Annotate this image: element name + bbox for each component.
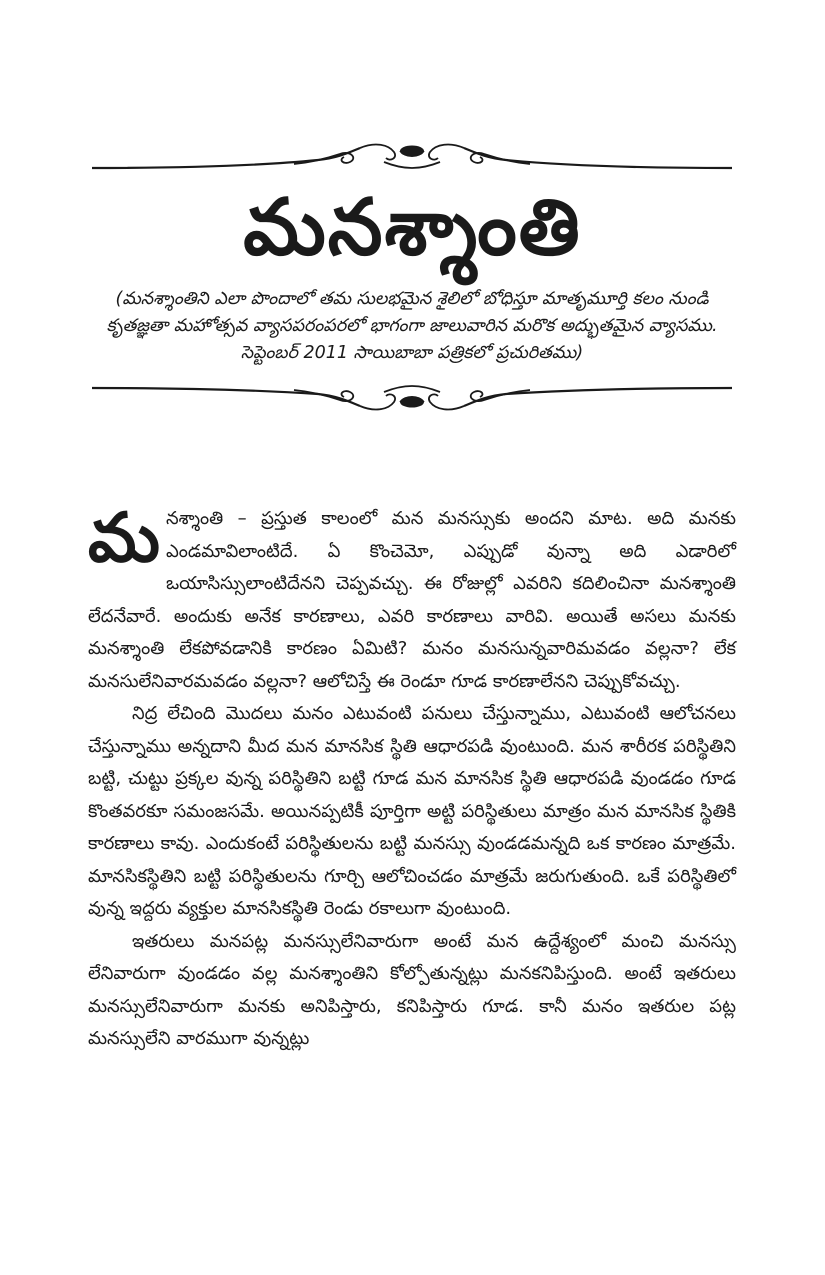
bottom-ornament-flourish [88,376,736,416]
paragraph-1 [88,499,736,698]
paragraph-2: నిద్ర లేచింది మొదలు మనం ఎటువంటి పనులు చేస్తున్నాము, ఎటువంటి ఆలోచనలు చేస్తున్నాము అన్నదాని మీద మన మానసిక స్థితి ఆధారపడి వుంటుంది. మన శారీరక పరిస్థితిని బట్టి, చుట్టు ప్రక్కల వున్న పరిస్థితిని బట్టి గూడ మన మానసిక స్థితి ఆధారపడి వుండడం గూడ కొంతవరకూ సమంజసమే. అయినప్పటికీ పూర్తిగా అట్టి పరిస్థితులు మాత్రం మన మానసిక స్థితికి కారణాలు కావు. ఎందుకంటే పరిస్థితులను బట్టి మనస్సు వుండడమన్నది ఒక కారణం మాత్రమే. మానసికస్థితిని బట్టి పరిస్థితులను గూర్చి ఆలోచించడం మాత్రమే జరుగుతుంది. ఒకే పరిస్థితిలో వున్న ఇద్దరు వ్యక్తుల మానసికస్థితి రెండు రకాలుగా వుంటుంది. [88,703,736,919]
paragraph-3: ఇతరులు మనపట్ల మనస్సులేనివారుగా అంటే మన ఉద్దేశ్యంలో మంచి మనస్సు లేనివారుగా వుండడం వల్ల మనశ్శాంతిని కోల్పోతున్నట్లు మనకనిపిస్తుంది. అంటే ఇతరులు మనస్సులేనివారుగా మనకు అనిపిస్తారు, కనిపిస్తారు గూడ. కానీ మనం ఇతరుల పట్ల మనస్సులేని వారముగా వున్నట్లు [88,930,736,1049]
article-title: మనశ్శాంతి [243,183,582,273]
paragraph-1-text: నశ్శాంతి – ప్రస్తుత కాలంలో మన మనస్సుకు అందని మాట. అది మనకు ఎండమావిలాంటిదే. ఏ కొంచెమో, ఎప్పుడో వున్నా అది ఎడారిలో ఒయాసిస్సులాంటిదేనని చెప్పవచ్చు. ఈ రోజుల్లో ఎవరిని కదిలించినా మనశ్శాంతి లేదనేవారే. అందుకు అనేక కారణాలు, ఎవరి కారణాలు వారివి. అయితే అసలు మనకు మనశ్శాంతి లేకపోవడానికి కారణం ఏమిటి? మనం మనసున్నవారిమవడం వల్లనా? లేక మనసులేనివారమవడం వల్లనా? ఆలోచిస్తే ఈ రెండూ గూడ కారణాలేనని చెప్పుకోవచ్చు. [88,508,736,692]
drop-cap: మ [88,499,160,578]
article-subtitle: (మనశ్శాంతిని ఎలా పొందాలో తమ సులభమైన శైలిలో బోధిస్తూ మాతృమూర్తి కలం నుండి కృతజ్ఞతా మహోత్సవ వ్యాసపరంపరలో భాగంగా జాలువారిన మరొక అద్భుతమైన వ్యాసము. సెప్టెంబర్ 2011 సాయిబాబా పత్రికలో ప్రచురితము) [106,289,718,363]
top-ornament-flourish [88,138,736,178]
article-body [88,499,736,1049]
